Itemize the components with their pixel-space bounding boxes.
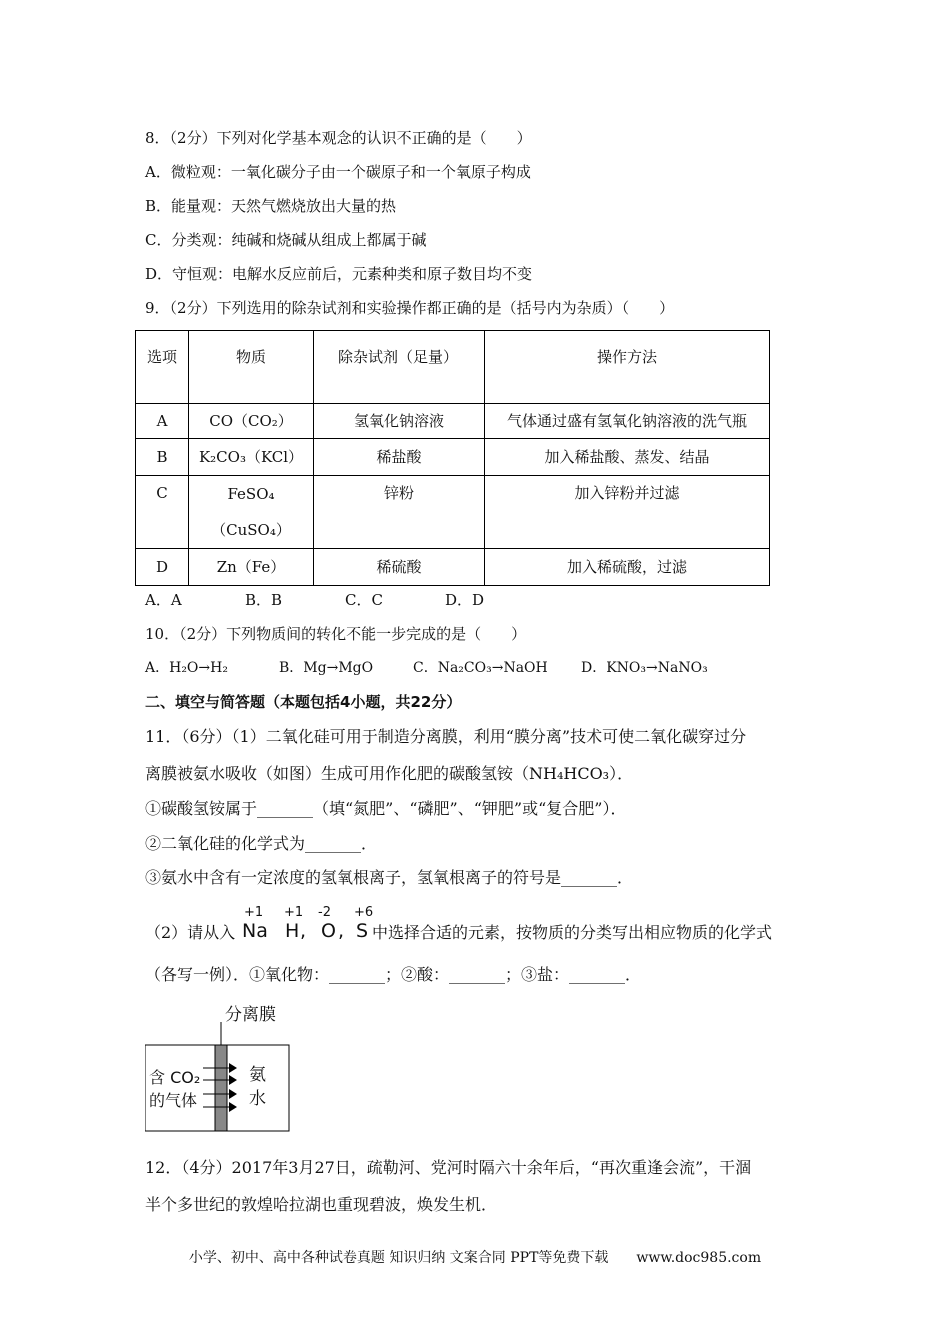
table-row bbox=[136, 404, 770, 439]
q9-choice-a: A．A bbox=[145, 591, 182, 609]
q10-choice-c: C．Na₂CO₃→NaOH bbox=[413, 660, 548, 676]
q10-choice-a: A．H₂O→H₂ bbox=[145, 660, 228, 676]
table-row bbox=[136, 549, 770, 586]
gas-label-2: 的气体 bbox=[149, 1091, 198, 1110]
q11-part2-prefix: （2）请从入 bbox=[145, 923, 236, 942]
membrane-diagram bbox=[145, 1000, 295, 1139]
q8-option-b: B．能量观：天然气燃烧放出大量的热 bbox=[145, 197, 397, 215]
q12-line1: 12．（4分）2017年3月27日，疏勒河、党河时隔六十余年后，“再次重逢会流”，干涸 bbox=[145, 1158, 752, 1177]
element-h: H bbox=[285, 920, 300, 942]
table-row bbox=[136, 439, 770, 476]
cell-option: C bbox=[136, 476, 189, 549]
q11-line2: 离膜被氨水吸收（如图）生成可用作化肥的碳酸氢铵（NH₄HCO₃）． bbox=[145, 764, 634, 783]
q9-table bbox=[135, 330, 770, 586]
element-na: Na bbox=[242, 920, 268, 942]
section-title: 二、填空与简答题（本题包括4小题，共22分） bbox=[145, 693, 462, 711]
q9-choices bbox=[145, 590, 484, 610]
q11-sub1: ①碳酸氢铵属于_______（填“氮肥”、“磷肥”、“钾肥”或“复合肥”）． bbox=[145, 799, 627, 818]
valence-s: +6 bbox=[354, 905, 374, 920]
ammonia-label-2: 水 bbox=[249, 1089, 266, 1109]
cell-substance: K₂CO₃（KCl） bbox=[189, 439, 314, 476]
cell-option: D bbox=[136, 549, 189, 586]
cell-option: A bbox=[136, 404, 189, 439]
q11-part2-line2: （各写一例）．①氧化物：_______；②酸：_______；③盐：_______． bbox=[145, 965, 642, 984]
cell-substance: Zn（Fe） bbox=[189, 549, 314, 586]
q8-option-d: D．守恒观：电解水反应前后，元素种类和原子数目均不变 bbox=[145, 265, 533, 283]
header-method: 操作方法 bbox=[485, 331, 770, 404]
q8-option-c: C．分类观：纯碱和烧碱从组成上都属于碱 bbox=[145, 231, 427, 249]
cell-method: 气体通过盛有氢氧化钠溶液的洗气瓶 bbox=[485, 404, 770, 439]
header-option: 选项 bbox=[136, 331, 189, 404]
cell-reagent: 氢氧化钠溶液 bbox=[314, 404, 485, 439]
q9-stem: 9．（2分）下列选用的除杂试剂和实验操作都正确的是（括号内为杂质）（ ） bbox=[145, 299, 675, 317]
q11-line1: 11．（6分）（1）二氧化硅可用于制造分离膜，利用“膜分离”技术可使二氧化碳穿过分 bbox=[145, 727, 747, 746]
q10-choice-b: B．Mg→MgO bbox=[279, 660, 374, 676]
gas-label-1: 含 CO₂ bbox=[149, 1068, 201, 1087]
q9-choice-b: B．B bbox=[245, 591, 283, 609]
q8-option-a: A．微粒观：一氧化碳分子由一个碳原子和一个氧原子构成 bbox=[145, 163, 531, 181]
q9-choice-c: C．C bbox=[345, 591, 383, 609]
q10-stem: 10．（2分）下列物质间的转化不能一步完成的是（ ） bbox=[145, 625, 527, 643]
table-row bbox=[136, 476, 770, 549]
table-header-row bbox=[136, 331, 770, 404]
q10-choice-d: D．KNO₃→NaNO₃ bbox=[581, 660, 708, 676]
cell-option: B bbox=[136, 439, 189, 476]
membrane-bar bbox=[215, 1045, 227, 1131]
cell-reagent: 稀硫酸 bbox=[314, 549, 485, 586]
cell-reagent: 锌粉 bbox=[314, 476, 485, 549]
ammonia-label-1: 氨 bbox=[249, 1065, 266, 1085]
q9-choice-d: D．D bbox=[445, 591, 485, 609]
q11-sub2: ②二氧化硅的化学式为_______． bbox=[145, 834, 378, 853]
cell-substance: FeSO₄（CuSO₄） bbox=[189, 476, 314, 549]
page-footer: 小学、初中、高中各种试卷真题 知识归纳 文案合同 PPT等免费下载 www.doc985.com bbox=[188, 1250, 762, 1266]
q10-choices bbox=[145, 658, 708, 678]
cell-method: 加入稀硫酸，过滤 bbox=[485, 549, 770, 586]
element-s: S bbox=[356, 920, 369, 942]
cell-reagent: 稀盐酸 bbox=[314, 439, 485, 476]
separator: , bbox=[300, 920, 307, 942]
element-o: O bbox=[321, 920, 336, 942]
valence-o: -2 bbox=[318, 905, 331, 920]
q12-line2: 半个多世纪的敦煌哈拉湖也重现碧波，焕发生机． bbox=[145, 1195, 498, 1214]
cell-method: 加入锌粉并过滤 bbox=[485, 476, 770, 549]
q11-part2-suffix: 中选择合适的元素，按物质的分类写出相应物质的化学式 bbox=[372, 923, 773, 942]
q8-stem: 8．（2分）下列对化学基本观念的认识不正确的是（ ） bbox=[145, 129, 532, 147]
membrane-label: 分离膜 bbox=[225, 1005, 276, 1025]
valence-na: +1 bbox=[244, 905, 264, 920]
cell-substance: CO（CO₂） bbox=[189, 404, 314, 439]
q11-sub3: ③氨水中含有一定浓度的氢氧根离子，氢氧根离子的符号是_______． bbox=[145, 868, 634, 887]
header-substance: 物质 bbox=[189, 331, 314, 404]
header-reagent: 除杂试剂（足量） bbox=[314, 331, 485, 404]
separator: , bbox=[338, 920, 345, 942]
valence-h: +1 bbox=[284, 905, 304, 920]
cell-method: 加入稀盐酸、蒸发、结晶 bbox=[485, 439, 770, 476]
